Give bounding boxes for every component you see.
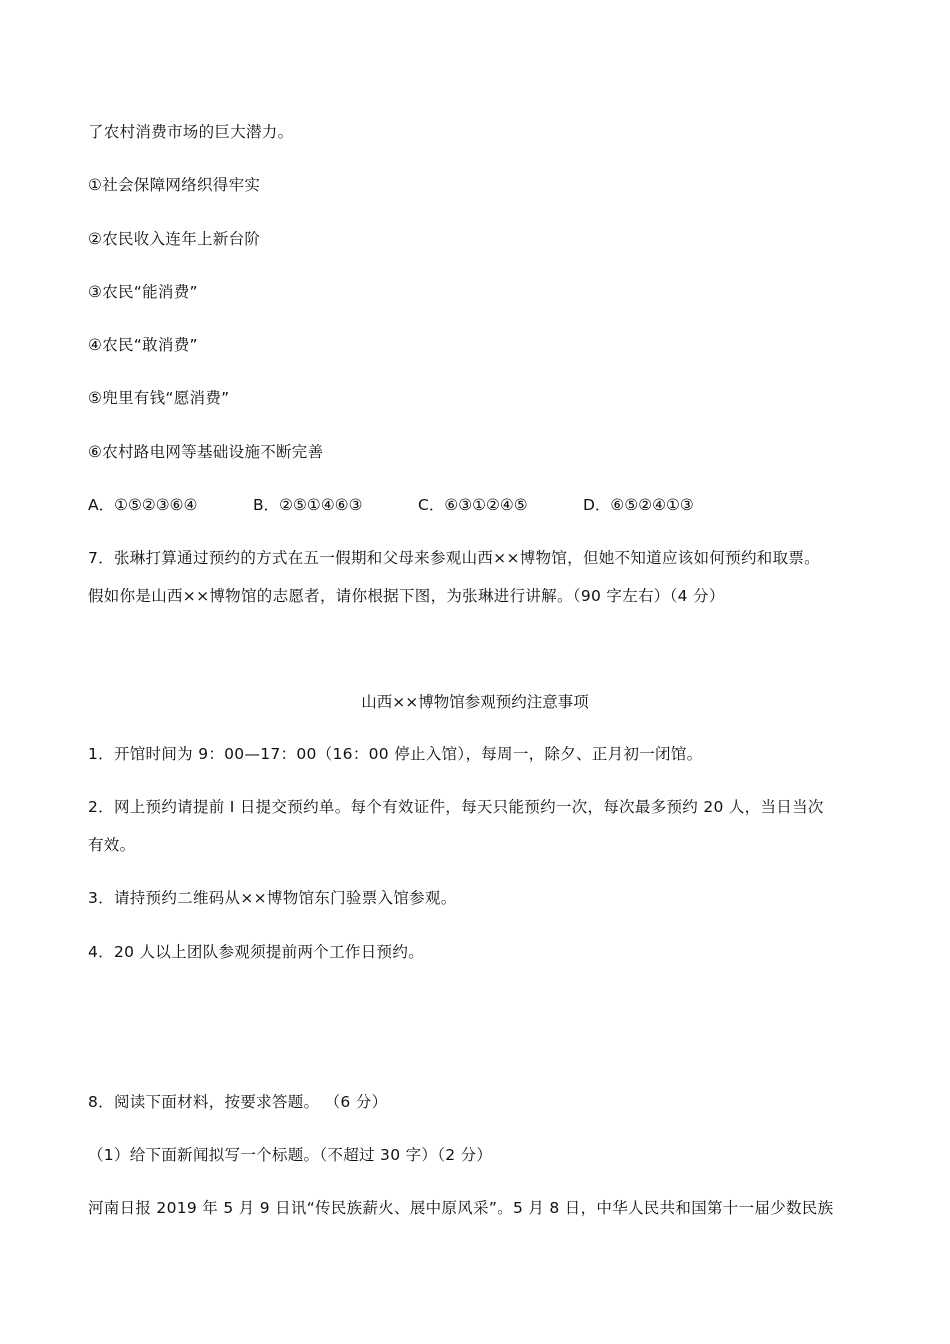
option-d: D．⑥⑤②④①③ <box>583 496 694 514</box>
text-line: 了农村消费市场的巨大潜力。 <box>88 123 294 141</box>
option-b: B．②⑤①④⑥③ <box>253 496 363 514</box>
sentence-6: ⑥农村路电网等基础设施不断完善 <box>88 443 324 461</box>
sentence-3: ③农民“能消费” <box>88 283 198 301</box>
option-a: A．①⑤②③⑥④ <box>88 496 198 514</box>
notice-item-2: 2．网上预约请提前 I 日提交预约单。每个有效证件，每天只能预约一次，每次最多预约 20 人，当日当次 <box>88 798 824 816</box>
sentence-1: ①社会保障网络织得牢实 <box>88 176 261 194</box>
option-c: C．⑥③①②④⑤ <box>418 496 528 514</box>
question-8-line-1: 8．阅读下面材料，按要求答题。 （6 分） <box>88 1093 388 1111</box>
notice-item-1: 1．开馆时间为 9：00—17：00（16：00 停止入馆），每周一，除夕、正月初一闭馆。 <box>88 745 703 763</box>
sentence-2: ②农民收入连年上新台阶 <box>88 230 261 248</box>
question-8-line-2: （1）给下面新闻拟写一个标题。（不超过 30 字）（2 分） <box>88 1146 493 1164</box>
question-7-line-2: 假如你是山西××博物馆的志愿者，请你根据下图，为张琳进行讲解。（90 字左右）（4 分） <box>88 587 725 605</box>
sentence-5: ⑤兜里有钱“愿消费” <box>88 389 230 407</box>
notice-item-3: 3．请持预约二维码从××博物馆东门验票入馆参观。 <box>88 889 457 907</box>
notice-title: 山西××博物馆参观预约注意事项 <box>361 693 589 711</box>
notice-item-4: 4．20 人以上团队参观须提前两个工作日预约。 <box>88 943 424 961</box>
sentence-4: ④农民“敢消费” <box>88 336 198 354</box>
notice-item-2-cont: 有效。 <box>88 836 136 854</box>
question-8-line-3: 河南日报 2019 年 5 月 9 日讯“传民族薪火、展中原风采”。5 月 8 日，中华人民共和国第十一届少数民族 <box>88 1199 834 1217</box>
question-7-line-1: 7．张琳打算通过预约的方式在五一假期和父母来参观山西××博物馆，但她不知道应该如何预约和取票。 <box>88 549 820 567</box>
